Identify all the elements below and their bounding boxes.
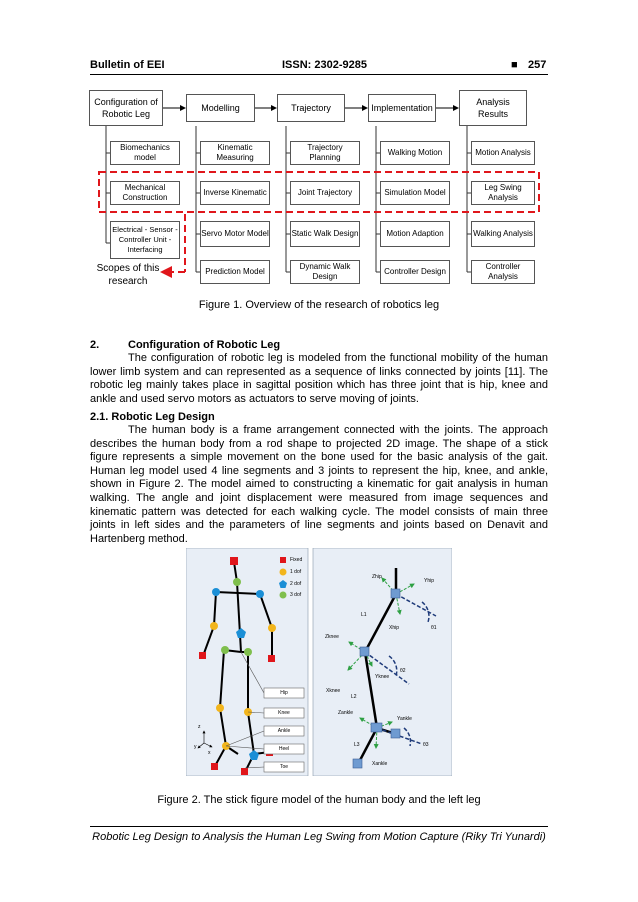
label-knee: Knee bbox=[278, 710, 290, 716]
box-biomechanics: Biomechanics model bbox=[110, 141, 180, 165]
box-implementation: Implementation bbox=[368, 94, 436, 122]
label-yknee: Yknee bbox=[375, 674, 390, 680]
footer-rule bbox=[90, 826, 548, 827]
box-static-walk-design: Static Walk Design bbox=[290, 221, 360, 247]
label-xankle: Xankle bbox=[372, 761, 388, 767]
box-modelling: Modelling bbox=[186, 94, 255, 122]
label-l3: L3 bbox=[354, 742, 360, 748]
journal-name: Bulletin of EEI bbox=[90, 59, 165, 71]
section-2-paragraph: The configuration of robotic leg is modeled from the functional mobility of the human lower limb system and can represented as a sequence of links connected by joints [11]. The robotic leg mainly takes place in sagittal position which has three joint that is hip, knee and ankle and used servo motors as actuators to serve moving of joints. bbox=[90, 352, 548, 405]
label-l1: L1 bbox=[361, 612, 367, 618]
box-prediction-model: Prediction Model bbox=[200, 260, 270, 284]
box-configuration: Configuration of Robotic Leg bbox=[89, 90, 163, 126]
box-inverse-kinematic: Inverse Kinematic bbox=[200, 181, 270, 205]
box-trajectory: Trajectory bbox=[277, 94, 345, 122]
section-2-1-heading: 2.1. Robotic Leg Design bbox=[90, 411, 215, 423]
box-walking-motion: Walking Motion bbox=[380, 141, 450, 165]
axis-x: x bbox=[208, 750, 211, 756]
header-rule bbox=[90, 74, 548, 75]
label-heel: Heel bbox=[278, 746, 290, 752]
legend-3dof: 3 dof bbox=[290, 592, 302, 598]
label-zknee: Zknee bbox=[325, 634, 339, 640]
figure-2-caption: Figure 2. The stick figure model of the human body and the left leg bbox=[157, 794, 481, 806]
figure-2-diagram bbox=[186, 548, 452, 776]
footer-citation: Robotic Leg Design to Analysis the Human Leg Swing from Motion Capture (Riky Tri Yunardi) bbox=[92, 831, 546, 843]
axis-y: y bbox=[194, 744, 197, 750]
label-ankle: Ankle bbox=[277, 728, 291, 734]
box-simulation-model: Simulation Model bbox=[380, 181, 450, 205]
label-zhip: Zhip bbox=[372, 574, 382, 580]
label-l2: L2 bbox=[351, 694, 357, 700]
section-2-1-paragraph: The human body is a frame arrangement connected with the joints. The approach describes the human body from a rod shape to projected 2D image. The shape of a stick figure represents a simple movement on the bone used for the basic analysis of the gait. Human leg model used 4 line segments and 3 joints to represent the hip, knee, and ankle, shown in Figure 2. The model aimed to constructing a kinematic for gait analysis in human walking. The angle and joint displacement were measured from image sequences and kinematic pattern was detected for each walking cycle. The model consists of main three joints in left sides and the parameters of line segments and joints based on Denavit and Hartenberg method. bbox=[90, 424, 548, 545]
scope-label: Scopes of this research bbox=[96, 263, 160, 287]
square-bullet-icon: ■ bbox=[511, 59, 518, 71]
box-controller-design: Controller Design bbox=[380, 260, 450, 284]
box-joint-trajectory: Joint Trajectory bbox=[290, 181, 360, 205]
box-electrical: Electrical - Sensor - Controller Unit - Interfacing bbox=[110, 221, 180, 259]
page-number: 257 bbox=[528, 59, 547, 71]
box-motion-adaption: Motion Adaption bbox=[380, 221, 450, 247]
legend-2dof: 2 dof bbox=[290, 581, 302, 587]
box-mechanical-construction: Mechanical Construction bbox=[110, 181, 180, 205]
box-leg-swing-analysis: Leg Swing Analysis bbox=[471, 181, 535, 205]
section-2-heading: Configuration of Robotic Leg bbox=[128, 339, 281, 351]
box-motion-analysis: Motion Analysis bbox=[471, 141, 535, 165]
box-kinematic-measuring: Kinematic Measuring bbox=[200, 141, 270, 165]
figure-1 bbox=[86, 86, 556, 296]
section-2-number: 2. bbox=[90, 339, 100, 351]
label-theta1: θ1 bbox=[431, 625, 437, 631]
box-trajectory-planning: Trajectory Planning bbox=[290, 141, 360, 165]
box-walking-analysis: Walking Analysis bbox=[471, 221, 535, 247]
legend-1dof: 1 dof bbox=[290, 569, 302, 575]
box-analysis-results: Analysis Results bbox=[459, 90, 527, 126]
label-yankle: Yankle bbox=[397, 716, 412, 722]
box-servo-motor-model: Servo Motor Model bbox=[200, 221, 270, 247]
figure-2 bbox=[186, 548, 452, 776]
label-hip: Hip bbox=[280, 690, 288, 696]
label-zankle: Zankle bbox=[338, 710, 354, 716]
legend-fixed: Fixed bbox=[290, 557, 303, 563]
label-theta3: θ3 bbox=[423, 742, 429, 748]
box-dynamic-walk-design: Dynamic Walk Design bbox=[290, 260, 360, 284]
label-xhip: Xhip bbox=[389, 625, 400, 631]
label-xknee: Xknee bbox=[326, 688, 341, 694]
box-controller-analysis: Controller Analysis bbox=[471, 260, 535, 284]
label-yhip: Yhip bbox=[424, 578, 435, 584]
label-toe: Toe bbox=[279, 764, 289, 770]
figure-1-caption: Figure 1. Overview of the research of robotics leg bbox=[198, 299, 440, 311]
axis-z: z bbox=[198, 724, 201, 730]
label-theta2: θ2 bbox=[400, 668, 406, 674]
issn: ISSN: 2302-9285 bbox=[282, 59, 367, 71]
